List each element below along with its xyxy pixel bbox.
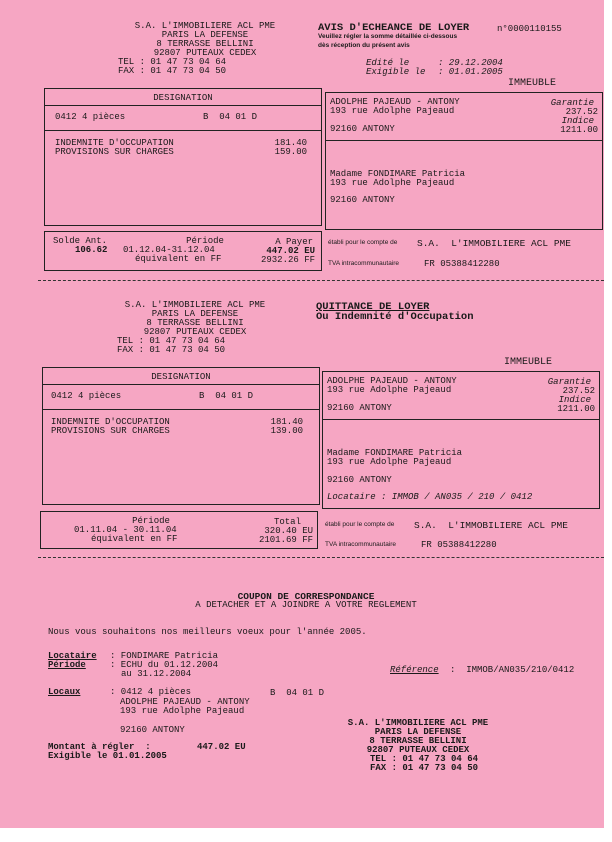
company-fax: FAX : 01 47 73 04 50 xyxy=(118,66,227,76)
company-city: 92807 PUTEAUX CEDEX xyxy=(153,48,257,58)
avis-designation-box xyxy=(44,88,322,226)
avis-instruction-2: dès réception du présent avis xyxy=(318,42,410,49)
coupon-subtitle: A DETACHER ET A JOINDRE A VOTRE REGLEMENT xyxy=(195,600,417,610)
owner-street: 193 rue Adolphe Pajeaud xyxy=(330,106,455,116)
quittance-title: QUITTANCE DE LOYER xyxy=(316,301,430,313)
avis-payment-box xyxy=(44,231,322,271)
designation-header: DESIGNATION xyxy=(153,93,213,103)
ff-label: équivalent en FF xyxy=(135,254,222,264)
owner-city: 92160 ANTONY xyxy=(330,124,395,134)
item2-value: 159.00 xyxy=(274,147,307,157)
quittance-payment-box: Période 01.11.04 - 30.11.04 Total 320.40 EU équivalent en FF 2101.69 FF xyxy=(40,511,318,549)
periode-value: 01.12.04-31.12.04 xyxy=(123,245,215,255)
tenant-city: 92160 ANTONY xyxy=(330,195,395,205)
avis-number: n°0000110155 xyxy=(497,24,562,34)
item1-value: 181.40 xyxy=(274,138,307,148)
ff-value: 2932.26 FF xyxy=(260,255,315,265)
quittance-designation-box: DESIGNATION 0412 4 pièces B 04 01 D INDEMNITE D'OCCUPATION 181.40 PROVISIONS SUR CHARGES 139.00 xyxy=(42,367,320,505)
coupon-montant-label: Montant à régler : xyxy=(48,742,151,752)
item2-label: PROVISIONS SUR CHARGES xyxy=(55,147,174,157)
lot-label: 0412 4 pièces xyxy=(55,112,126,122)
avis-immeuble-label: IMMEUBLE xyxy=(508,78,557,89)
coupon-periode-value2: au 31.12.2004 xyxy=(121,669,192,679)
garantie-label: Garantie xyxy=(550,98,594,108)
coupon-locataire-value: : FONDIMARE Patricia xyxy=(110,651,219,661)
indice-label: Indice xyxy=(561,116,594,126)
quittance-subtitle: Ou Indemnité d'Occupation xyxy=(316,311,474,323)
coupon-locaux-street: 193 rue Adolphe Pajeaud xyxy=(120,706,245,716)
coupon-wishes: Nous vous souhaitons nos meilleurs voeux pour l'année 2005. xyxy=(48,627,367,637)
avis-instruction-1: Veuillez régler la somme détaillée ci-dessous xyxy=(318,33,458,40)
company-tel: TEL : 01 47 73 04 64 xyxy=(118,57,227,67)
company-name: S.A. L'IMMOBILIERE ACL PME xyxy=(134,21,276,31)
edite-label: Edité le xyxy=(366,58,410,68)
solde-label: Solde Ant. xyxy=(53,236,108,246)
coupon-title: COUPON DE CORRESPONDANCE xyxy=(237,591,375,602)
coupon-locaux-code: B 04 01 D xyxy=(270,688,325,698)
coupon-reference-label: Référence xyxy=(390,665,439,675)
company-address: 8 TERRASSE BELLINI xyxy=(156,39,254,49)
payer-value: 447.02 EU xyxy=(266,246,315,256)
document-page: S.A. L'IMMOBILIERE ACL PME PARIS LA DEFENSE 8 TERRASSE BELLINI 92807 PUTEAUX CEDEX TEL : 01 47 73 04 64 FAX : 01 47 73 04 50 AVIS D'ECHEANCE DE LOYER n°0000110155 Veuillez régler la somme détaillée ci-dessous dès réception du présent avis Edité le : 29.12.2004 Exigible le : 01.01.2005 IMMEUBLE DESIGNATION 0412 4 pièces B 04 01 D INDEMNITE D'OCCUPATION 181.40 PROVISIONS SUR CHARGES 159.00 ADOLPHE PAJEAUD - ANTONY 193 rue Adolphe Pajeaud 92160 ANTONY Garantie 237.52 Indice 1211.00 Madame FONDIMARE Patricia 193 rue Adolphe Pajeaud 92160 ANTONY Solde Ant. 106.62 Période 01.12.04-31.12.04 A Payer 447.02 EU équivalent en FF 2932.26 FF établi pour le compte de S.A. L'IMMOBILIERE ACL PME TVA intracommunautaire FR 05388412280 S.A. L'IMMOBILIERE ACL PME PARIS LA DEFENSE 8 TERRASSE BELLINI 92807 PUTEAUX CEDEX TEL : 01 47 73 04 64 FAX : 01 47 73 04 50 QUITTANCE DE LOYER Ou Indemnité d'Occupation IMMEUBLE DESIGNATION 0412 4 pièces B 04 01 D INDEMNITE D'OCCUPATION 181.40 PROVISIONS SUR CHARGES 139.00 ADOLPHE PAJEAUD - ANTONY 193 rue Adolphe Pajeaud 92160 ANTONY Garantie 237.52 Indice 1211.00 Madame FONDIMARE Patricia 193 rue Adolphe Pajeaud 92160 ANTONY Locataire : IMMOB / AN035 / 210 / 0412 Période 01.11.04 - 30.11.04 Total 320.40 EU équivalent en FF 2101.69 FF établi pour le compte de S.A. L'IMMOBILIERE ACL PME TVA intracommunautaire FR 05388412280 COUPON DE CORRESPONDANCE A DETACHER ET A JOINDRE A VOTRE REGLEMENT Nous vous souhaitons nos meilleurs voeux pour l'année 2005. Locataire : FONDIMARE Patricia Période : ECHU du 01.12.2004 au 31.12.2004 Référence : IMMOB/AN035/210/0412 Locaux : 0412 4 pièces B 04 01 D ADOLPHE PAJEAUD - ANTONY 193 rue Adolphe Pajeaud 92160 ANTONY Montant à régler : 447.02 EU Exigible le 01.01.2005 S.A. L'IMMOBILIERE ACL PME PARIS LA DEFENSE 8 TERRASSE BELLINI 92807 PUTEAUX CEDEX TEL : 01 47 73 04 64 FAX : 01 47 73 04 50 xyxy=(0,0,604,828)
lot-code: B 04 01 D xyxy=(203,112,258,122)
cut-line-1 xyxy=(38,280,604,281)
coupon-reference-value: : IMMOB/AN035/210/0412 xyxy=(450,665,575,675)
coupon-periode-value: : ECHU du 01.12.2004 xyxy=(110,660,219,670)
quittance-immeuble-label: IMMEUBLE xyxy=(504,357,553,368)
tva-value: FR 05388412280 xyxy=(424,259,500,269)
item1-label: INDEMNITE D'OCCUPATION xyxy=(55,138,174,148)
quittance-address-box: ADOLPHE PAJEAUD - ANTONY 193 rue Adolphe Pajeaud 92160 ANTONY Garantie 237.52 Indice 1211.00 Madame FONDIMARE Patricia 193 rue Adolphe Pajeaud 92160 ANTONY Locataire : IMMOB / AN035 / 210 / 0412 xyxy=(322,371,600,509)
tenant-name: Madame FONDIMARE Patricia xyxy=(330,169,466,179)
tenant-street: 193 rue Adolphe Pajeaud xyxy=(330,178,455,188)
coupon-periode-label: Période xyxy=(48,660,86,670)
locataire-ref: Locataire : IMMOB / AN035 / 210 / 0412 xyxy=(327,492,533,502)
coupon-locaux-value: : 0412 4 pièces xyxy=(110,687,192,697)
avis-title: AVIS D'ECHEANCE DE LOYER xyxy=(318,22,470,34)
owner-name: ADOLPHE PAJEAUD - ANTONY xyxy=(330,97,460,107)
coupon-locaux-label: Locaux xyxy=(48,687,81,697)
tva-label: TVA intracommunautaire xyxy=(328,260,400,267)
edite-value: : 29.12.2004 xyxy=(438,58,503,68)
payer-label: A Payer xyxy=(275,237,313,247)
coupon-exigible: Exigible le 01.01.2005 xyxy=(48,751,167,761)
exigible-value: : 01.01.2005 xyxy=(438,67,503,77)
company-line2: PARIS LA DEFENSE xyxy=(161,30,249,40)
avis-address-box xyxy=(325,92,603,230)
coupon-locaux-owner: ADOLPHE PAJEAUD - ANTONY xyxy=(120,697,250,707)
coupon-locaux-city: 92160 ANTONY xyxy=(120,725,185,735)
exigible-label: Exigible le xyxy=(366,67,426,77)
cut-line-2 xyxy=(38,557,604,558)
coupon-locataire-label: Locataire xyxy=(48,651,97,661)
periode-label: Période xyxy=(186,236,224,246)
solde-value: 106.62 xyxy=(75,245,108,255)
etabli-company: S.A. L'IMMOBILIERE ACL PME xyxy=(417,238,571,249)
garantie-value: 237.52 xyxy=(565,107,598,117)
coupon-montant-value: 447.02 EU xyxy=(197,742,246,752)
indice-value: 1211.00 xyxy=(560,125,598,135)
etabli-prefix: établi pour le compte de xyxy=(328,239,398,246)
